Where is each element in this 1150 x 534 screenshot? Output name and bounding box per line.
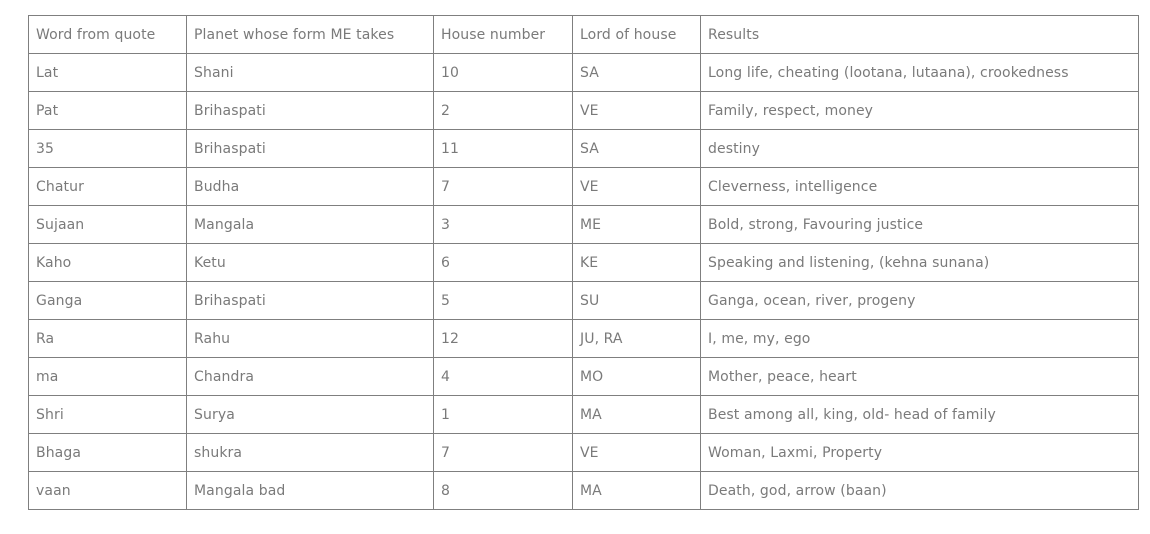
cell-lord: MA bbox=[573, 396, 701, 434]
header-planet: Planet whose form ME takes bbox=[187, 16, 434, 54]
cell-results: Speaking and listening, (kehna sunana) bbox=[701, 244, 1139, 282]
cell-house-number: 11 bbox=[434, 130, 573, 168]
table-row bbox=[29, 472, 1139, 510]
table-row bbox=[29, 396, 1139, 434]
cell-results: Death, god, arrow (baan) bbox=[701, 472, 1139, 510]
cell-planet: Mangala bad bbox=[187, 472, 434, 510]
table-row bbox=[29, 244, 1139, 282]
cell-lord: MA bbox=[573, 472, 701, 510]
header-results: Results bbox=[701, 16, 1139, 54]
cell-lord: KE bbox=[573, 244, 701, 282]
cell-results: Ganga, ocean, river, progeny bbox=[701, 282, 1139, 320]
cell-word: Bhaga bbox=[29, 434, 187, 472]
cell-planet: Mangala bbox=[187, 206, 434, 244]
cell-lord: SU bbox=[573, 282, 701, 320]
table-row bbox=[29, 54, 1139, 92]
cell-house-number: 1 bbox=[434, 396, 573, 434]
cell-planet: shukra bbox=[187, 434, 434, 472]
cell-lord: MO bbox=[573, 358, 701, 396]
cell-results: Family, respect, money bbox=[701, 92, 1139, 130]
cell-lord: SA bbox=[573, 130, 701, 168]
cell-results: I, me, my, ego bbox=[701, 320, 1139, 358]
cell-word: ma bbox=[29, 358, 187, 396]
cell-lord: VE bbox=[573, 92, 701, 130]
cell-word: vaan bbox=[29, 472, 187, 510]
cell-word: Ra bbox=[29, 320, 187, 358]
table-row bbox=[29, 130, 1139, 168]
cell-word: 35 bbox=[29, 130, 187, 168]
cell-house-number: 12 bbox=[434, 320, 573, 358]
header-word-from-quote: Word from quote bbox=[29, 16, 187, 54]
table-row bbox=[29, 206, 1139, 244]
cell-house-number: 5 bbox=[434, 282, 573, 320]
cell-word: Lat bbox=[29, 54, 187, 92]
cell-planet: Ketu bbox=[187, 244, 434, 282]
cell-planet: Brihaspati bbox=[187, 282, 434, 320]
table-row bbox=[29, 434, 1139, 472]
cell-word: Pat bbox=[29, 92, 187, 130]
cell-planet: Brihaspati bbox=[187, 92, 434, 130]
cell-results: Mother, peace, heart bbox=[701, 358, 1139, 396]
cell-lord: VE bbox=[573, 168, 701, 206]
cell-planet: Shani bbox=[187, 54, 434, 92]
table-row bbox=[29, 282, 1139, 320]
results-table bbox=[28, 15, 1139, 510]
cell-planet: Chandra bbox=[187, 358, 434, 396]
table-row bbox=[29, 168, 1139, 206]
cell-lord: JU, RA bbox=[573, 320, 701, 358]
cell-planet: Budha bbox=[187, 168, 434, 206]
table-header-row bbox=[29, 16, 1139, 54]
header-house-number: House number bbox=[434, 16, 573, 54]
cell-word: Chatur bbox=[29, 168, 187, 206]
cell-lord: ME bbox=[573, 206, 701, 244]
cell-house-number: 7 bbox=[434, 168, 573, 206]
cell-results: destiny bbox=[701, 130, 1139, 168]
cell-house-number: 7 bbox=[434, 434, 573, 472]
cell-results: Woman, Laxmi, Property bbox=[701, 434, 1139, 472]
cell-house-number: 6 bbox=[434, 244, 573, 282]
cell-word: Sujaan bbox=[29, 206, 187, 244]
cell-word: Kaho bbox=[29, 244, 187, 282]
table-row bbox=[29, 92, 1139, 130]
table-row bbox=[29, 320, 1139, 358]
cell-results: Cleverness, intelligence bbox=[701, 168, 1139, 206]
cell-lord: SA bbox=[573, 54, 701, 92]
cell-results: Long life, cheating (lootana, lutaana), crookedness bbox=[701, 54, 1139, 92]
cell-results: Best among all, king, old- head of family bbox=[701, 396, 1139, 434]
cell-house-number: 4 bbox=[434, 358, 573, 396]
table-row bbox=[29, 358, 1139, 396]
cell-lord: VE bbox=[573, 434, 701, 472]
cell-word: Shri bbox=[29, 396, 187, 434]
cell-planet: Rahu bbox=[187, 320, 434, 358]
cell-house-number: 3 bbox=[434, 206, 573, 244]
cell-house-number: 2 bbox=[434, 92, 573, 130]
header-lord-of-house: Lord of house bbox=[573, 16, 701, 54]
cell-planet: Surya bbox=[187, 396, 434, 434]
cell-planet: Brihaspati bbox=[187, 130, 434, 168]
cell-house-number: 8 bbox=[434, 472, 573, 510]
cell-word: Ganga bbox=[29, 282, 187, 320]
cell-results: Bold, strong, Favouring justice bbox=[701, 206, 1139, 244]
cell-house-number: 10 bbox=[434, 54, 573, 92]
